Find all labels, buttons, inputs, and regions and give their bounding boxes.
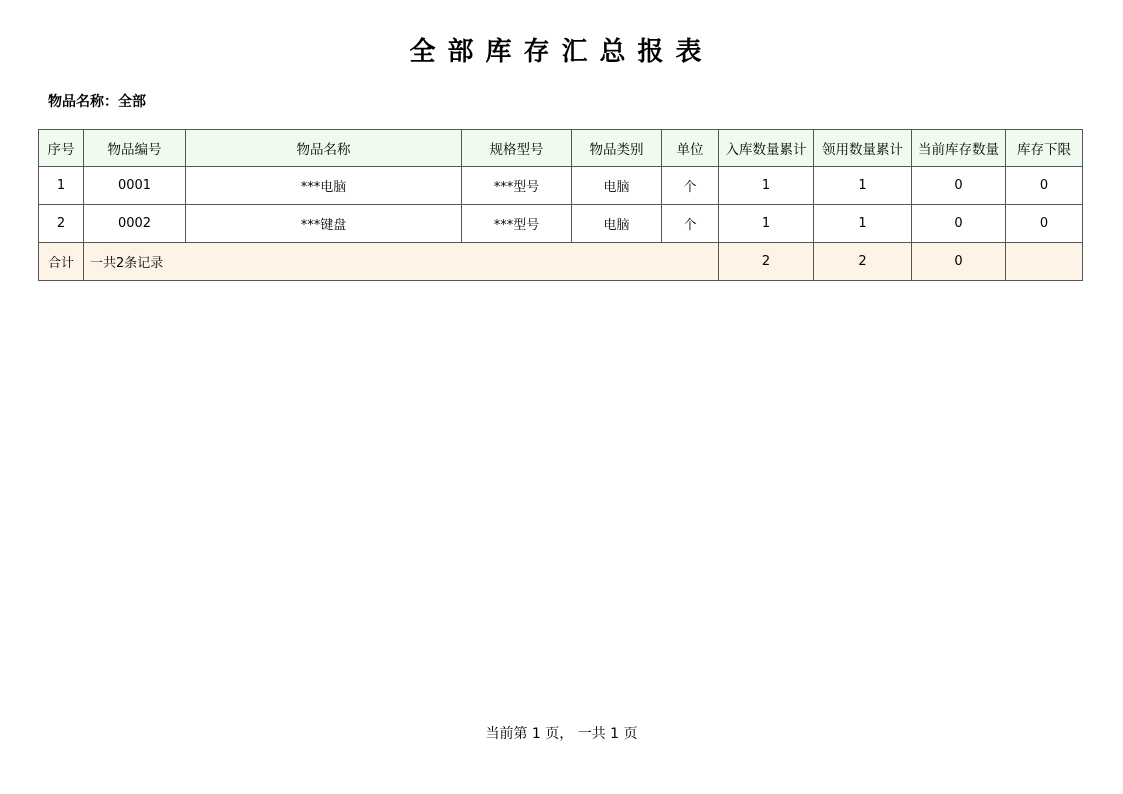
header-out-total: 领用数量累计 <box>814 130 912 167</box>
cell-item-name: ***键盘 <box>186 205 462 243</box>
cell-spec: ***型号 <box>462 205 572 243</box>
total-out: 2 <box>814 243 912 281</box>
cell-item-name: ***电脑 <box>186 167 462 205</box>
total-summary: 一共2条记录 <box>84 243 719 281</box>
header-unit: 单位 <box>662 130 719 167</box>
cell-unit: 个 <box>662 167 719 205</box>
cell-stock: 0 <box>912 205 1006 243</box>
header-in-total: 入库数量累计 <box>719 130 814 167</box>
cell-unit: 个 <box>662 205 719 243</box>
header-index: 序号 <box>39 130 84 167</box>
header-item-code: 物品编号 <box>84 130 186 167</box>
cell-spec: ***型号 <box>462 167 572 205</box>
total-label: 合计 <box>39 243 84 281</box>
filter-label: 物品名称：全部 <box>48 94 146 110</box>
cell-min-stock: 0 <box>1006 167 1083 205</box>
header-spec: 规格型号 <box>462 130 572 167</box>
pagination-info: 当前第 1 页， 一共 1 页 <box>485 726 638 742</box>
header-item-name: 物品名称 <box>186 130 462 167</box>
table-header-row <box>39 130 1083 167</box>
cell-min-stock: 0 <box>1006 205 1083 243</box>
total-stock: 0 <box>912 243 1006 281</box>
cell-stock: 0 <box>912 167 1006 205</box>
report-title: 全部库存汇总报表 <box>409 37 714 67</box>
cell-index: 2 <box>39 205 84 243</box>
cell-category: 电脑 <box>572 205 662 243</box>
header-min-stock: 库存下限 <box>1006 130 1083 167</box>
cell-out-total: 1 <box>814 205 912 243</box>
header-category: 物品类别 <box>572 130 662 167</box>
table-row <box>39 167 1083 205</box>
table-row <box>39 205 1083 243</box>
total-min-stock <box>1006 243 1083 281</box>
cell-item-code: 0001 <box>84 167 186 205</box>
header-stock: 当前库存数量 <box>912 130 1006 167</box>
cell-out-total: 1 <box>814 167 912 205</box>
total-row <box>39 243 1083 281</box>
cell-item-code: 0002 <box>84 205 186 243</box>
cell-in-total: 1 <box>719 167 814 205</box>
inventory-table <box>38 129 1083 281</box>
cell-in-total: 1 <box>719 205 814 243</box>
cell-index: 1 <box>39 167 84 205</box>
total-in: 2 <box>719 243 814 281</box>
cell-category: 电脑 <box>572 167 662 205</box>
